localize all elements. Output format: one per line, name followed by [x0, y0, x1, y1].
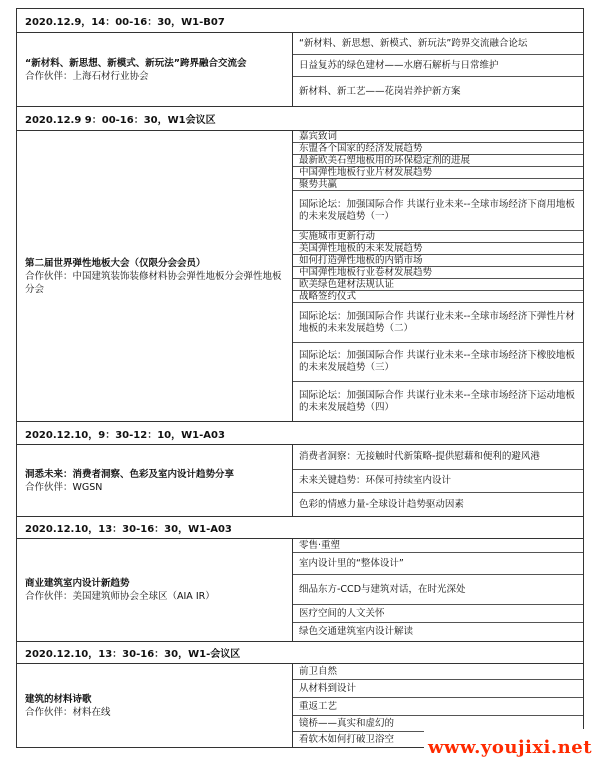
agenda-item: 欧美绿色建材法规认证 — [293, 279, 583, 291]
session-title: 第二届世界弹性地板大会（仅限分会会员） — [25, 257, 206, 269]
session-block — [17, 131, 583, 422]
section-header: 2020.12.10，13：30-16：30，W1-A03 — [17, 517, 583, 539]
agenda-item: 镜桥——真实和虚幻的 — [293, 716, 583, 732]
agenda-item: 实施城市更新行动 — [293, 231, 583, 243]
agenda-item: 室内设计里的“整体设计” — [293, 553, 583, 575]
session-info — [17, 664, 293, 748]
agenda-item: 战略签约仪式 — [293, 291, 583, 303]
agenda-item: 重返工艺 — [293, 698, 583, 716]
agenda-item: 国际论坛：加强国际合作 共谋行业未来--全球市场经济下运动地板的未来发展趋势（四） — [299, 389, 575, 413]
schedule-table — [16, 8, 584, 748]
agenda-list — [293, 539, 583, 641]
session-block — [17, 539, 583, 642]
agenda-item: 美国弹性地板的未来发展趋势 — [293, 243, 583, 255]
agenda-item: 国际论坛：加强国际合作 共谋行业未来--全球市场经济下橡胶地板的未来发展趋势（三） — [293, 343, 583, 382]
agenda-item: 绿色交通建筑室内设计解读 — [299, 626, 414, 637]
agenda-item: 零售·重塑 — [293, 539, 583, 553]
section-header: 2020.12.9，14：00-16：30，W1-B07 — [17, 9, 583, 33]
agenda-list — [293, 33, 583, 106]
agenda-item: 中国弹性地板行业卷材发展趋势 — [293, 267, 583, 279]
agenda-item: 最新欧美石塑地板用的环保稳定剂的进展 — [293, 155, 583, 167]
agenda-item: 如何打造弹性地板的内销市场 — [293, 255, 583, 267]
agenda-item: 聚势共赢 — [293, 179, 583, 191]
site-watermark: www.youjixi.net — [424, 729, 596, 765]
agenda-item: 医疗空间的人文关怀 — [293, 605, 583, 623]
agenda-item: 未来关键趋势：环保可持续室内设计 — [293, 470, 583, 493]
agenda-item: 消费者洞察：无接触时代新策略-提供慰藉和便利的避风港 — [293, 445, 583, 470]
agenda-item: 色彩的情感力量-全球设计趋势驱动因素 — [299, 498, 464, 510]
agenda-item: 嘉宾致词 — [293, 131, 583, 143]
session-partner: 合作伙伴：美国建筑师协会全球区（AIA IR） — [25, 591, 215, 602]
agenda-item: 看软木如何打破卫浴空 — [299, 734, 395, 745]
session-title: “新材料、新思想、新模式、新玩法”跨界融合交流会 — [25, 57, 247, 69]
session-info — [17, 445, 293, 516]
agenda-list — [293, 131, 583, 421]
agenda-item: 前卫自然 — [293, 664, 583, 680]
session-partner: 合作伙伴：WGSN — [25, 481, 103, 493]
agenda-item: 国际论坛：加强国际合作 共谋行业未来--全球市场经济下弹性片材地板的未来发展趋势（二） — [293, 303, 583, 343]
session-block — [17, 33, 583, 107]
agenda-item: 东盟各个国家的经济发展趋势 — [293, 143, 583, 155]
agenda-item: 新材料、新工艺——花岗岩养护新方案 — [299, 85, 461, 97]
agenda-item: 日益复苏的绿色建材——水磨石解析与日常维护 — [293, 55, 583, 77]
section-header: 2020.12.10，13：30-16：30，W1-会议区 — [17, 642, 583, 664]
session-info — [17, 539, 293, 641]
session-block — [17, 445, 583, 517]
agenda-item: 国际论坛：加强国际合作 共谋行业未来--全球市场经济下商用地板的未来发展趋势（一） — [293, 191, 583, 231]
session-info — [17, 131, 293, 421]
session-partner: 合作伙伴：材料在线 — [25, 707, 111, 718]
agenda-item: 细品东方-CCD与建筑对话，在时光深处 — [293, 575, 583, 605]
section-header: 2020.12.10，9：30-12：10，W1-A03 — [17, 422, 583, 445]
agenda-list — [293, 445, 583, 516]
agenda-item: 从材料到设计 — [293, 680, 583, 698]
session-partner: 合作伙伴：中国建筑装饰装修材料协会弹性地板分会弹性地板分会 — [25, 270, 282, 295]
session-info — [17, 33, 293, 106]
session-title: 建筑的材料诗歌 — [25, 694, 92, 705]
session-title: 商业建筑室内设计新趋势 — [25, 578, 130, 589]
section-header: 2020.12.9 9：00-16：30，W1会议区 — [17, 107, 583, 131]
session-partner: 合作伙伴：上海石材行业协会 — [25, 70, 149, 82]
agenda-item: 中国弹性地板行业片材发展趋势 — [293, 167, 583, 179]
session-title: 洞悉未来：消费者洞察、色彩及室内设计趋势分享 — [25, 468, 235, 480]
agenda-item: “新材料、新思想、新模式、新玩法”跨界交流融合论坛 — [293, 33, 583, 55]
